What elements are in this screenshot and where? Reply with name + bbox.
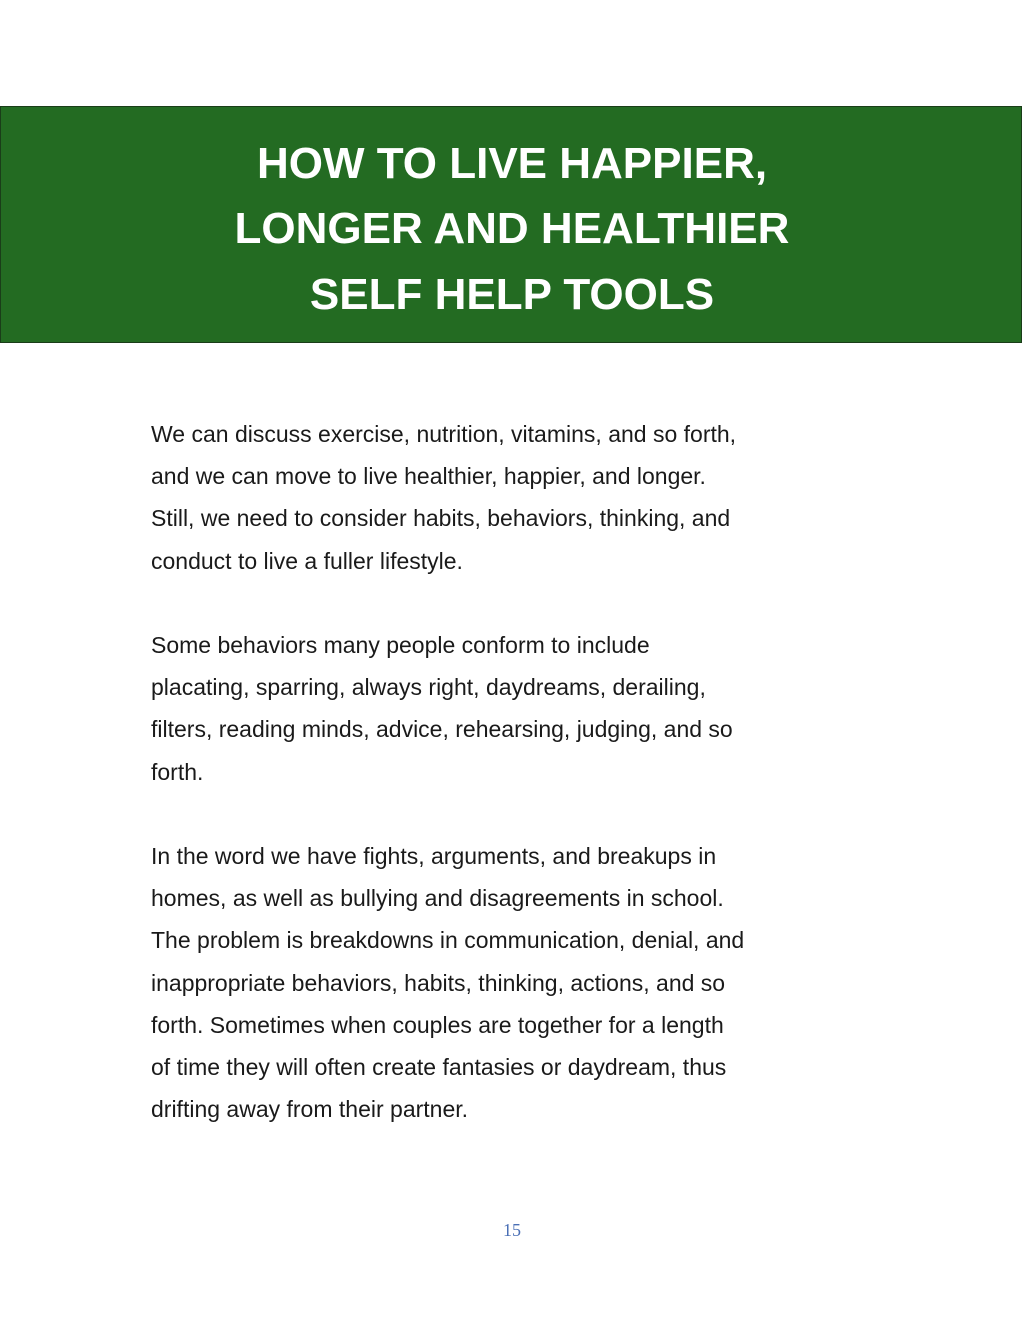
title-line: HOW TO LIVE HAPPIER, [256,139,768,188]
title-line: SELF HELP TOOLS [309,270,715,319]
text-line: We can discuss exercise, nutrition, vitamins, and so forth, [151,421,737,447]
text-line: homes, as well as bullying and disagreements in school. [151,885,724,912]
text-line: Some behaviors many people conform to include [151,632,650,658]
paragraph [151,835,876,1130]
text-line: placating, sparring, always right, daydreams, derailing, [151,674,706,701]
title-banner [0,106,1022,343]
text-line: and we can move to live healthier, happier, and longer. [151,463,706,490]
page-number: 15 [503,1220,521,1240]
text-line: drifting away from their partner. [151,1096,469,1123]
text-line: filters, reading minds, advice, rehearsing, judging, and so [151,716,733,743]
title-line: LONGER AND HEALTHIER [234,204,790,253]
text-line: forth. [151,758,204,785]
text-line: Still, we need to consider habits, behaviors, thinking, and [151,505,731,532]
paragraph [151,624,876,793]
text-line: conduct to live a fuller lifestyle. [151,547,463,574]
text-line: of time they will often create fantasies or daydream, thus [151,1054,727,1081]
text-line: In the word we have fights, arguments, and breakups in [151,843,717,869]
paragraph [151,413,876,582]
text-line: inappropriate behaviors, habits, thinking, actions, and so [151,969,726,996]
text-line: The problem is breakdowns in communication, denial, and [151,927,745,954]
text-line: forth. Sometimes when couples are together for a length [151,1011,724,1038]
